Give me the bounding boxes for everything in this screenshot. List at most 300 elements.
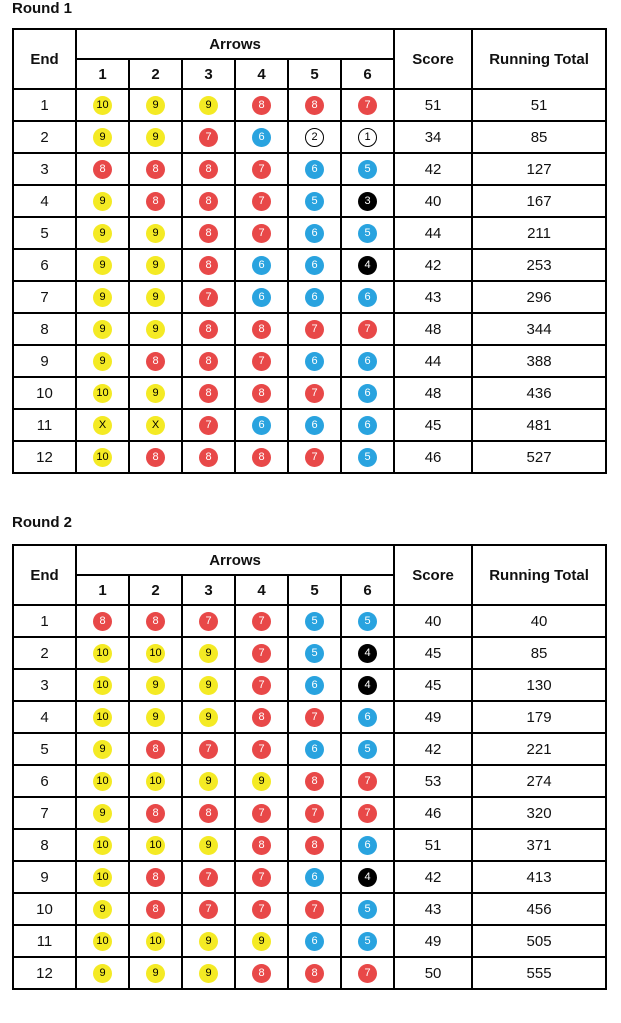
arrow-cell xyxy=(76,733,129,765)
arrow-score-dot: 8 xyxy=(146,868,165,887)
arrow-score-dot: 7 xyxy=(252,868,271,887)
arrow-score-dot: 10 xyxy=(93,384,112,403)
arrow-cell xyxy=(341,605,394,637)
arrow-score-dot: 8 xyxy=(199,384,218,403)
arrow-score-dot: 7 xyxy=(305,384,324,403)
arrow-cell xyxy=(341,89,394,121)
running-total: 555 xyxy=(472,957,606,989)
arrow-cell xyxy=(341,893,394,925)
end-number: 12 xyxy=(13,957,76,989)
arrow-score-dot: 6 xyxy=(358,708,377,727)
arrow-cell xyxy=(235,89,288,121)
arrow-score-dot: 5 xyxy=(358,224,377,243)
arrow-score-dot: 6 xyxy=(252,288,271,307)
arrow-score-dot: 6 xyxy=(252,416,271,435)
arrow-cell xyxy=(235,861,288,893)
arrow-cell xyxy=(182,249,235,281)
arrow-cell xyxy=(76,925,129,957)
arrow-score-dot: 9 xyxy=(93,900,112,919)
arrow-cell xyxy=(235,185,288,217)
arrow-cell xyxy=(182,281,235,313)
arrow-score-dot: 7 xyxy=(252,676,271,695)
arrow-score-dot: 8 xyxy=(305,964,324,983)
arrow-score-dot: 6 xyxy=(305,224,324,243)
arrow-score-dot: 9 xyxy=(199,964,218,983)
table-row xyxy=(13,733,606,765)
arrow-score-dot: 8 xyxy=(305,836,324,855)
table-row xyxy=(13,409,606,441)
arrow-score-dot: 9 xyxy=(93,740,112,759)
arrow-score-dot: 10 xyxy=(93,868,112,887)
arrow-cell xyxy=(129,249,182,281)
arrow-cell xyxy=(129,409,182,441)
running-total: 388 xyxy=(472,345,606,377)
running-total: 413 xyxy=(472,861,606,893)
arrow-score-dot: 10 xyxy=(146,932,165,951)
arrow-score-dot: 7 xyxy=(252,900,271,919)
arrow-cell xyxy=(182,345,235,377)
table-row xyxy=(13,281,606,313)
end-score: 46 xyxy=(394,797,472,829)
round-1-title: Round 1 xyxy=(12,0,72,17)
running-total: 436 xyxy=(472,377,606,409)
arrow-5-header: 5 xyxy=(288,59,341,89)
arrow-score-dot: X xyxy=(93,416,112,435)
arrow-cell xyxy=(129,733,182,765)
arrow-cell xyxy=(288,829,341,861)
arrow-cell xyxy=(76,281,129,313)
end-score: 45 xyxy=(394,637,472,669)
end-score: 50 xyxy=(394,957,472,989)
running-total: 253 xyxy=(472,249,606,281)
arrow-score-dot: 7 xyxy=(305,900,324,919)
end-score: 49 xyxy=(394,701,472,733)
arrow-cell xyxy=(288,925,341,957)
table-row xyxy=(13,925,606,957)
arrow-cell xyxy=(288,409,341,441)
arrow-cell xyxy=(76,377,129,409)
arrow-cell xyxy=(288,345,341,377)
arrow-score-dot: 10 xyxy=(146,836,165,855)
arrow-score-dot: 8 xyxy=(199,224,218,243)
end-score: 40 xyxy=(394,605,472,637)
arrow-4-header: 4 xyxy=(235,59,288,89)
arrow-cell xyxy=(76,957,129,989)
arrow-score-dot: 10 xyxy=(93,836,112,855)
arrow-score-dot: 8 xyxy=(146,192,165,211)
arrow-score-dot: 7 xyxy=(199,868,218,887)
running-total: 505 xyxy=(472,925,606,957)
table-row xyxy=(13,637,606,669)
arrow-cell xyxy=(76,313,129,345)
arrow-score-dot: 8 xyxy=(199,352,218,371)
arrow-cell xyxy=(341,377,394,409)
score-header: Score xyxy=(394,29,472,89)
arrow-cell xyxy=(129,89,182,121)
arrow-cell xyxy=(235,797,288,829)
arrow-cell xyxy=(182,797,235,829)
arrow-cell xyxy=(182,829,235,861)
end-score: 51 xyxy=(394,89,472,121)
arrow-cell xyxy=(129,185,182,217)
arrow-cell xyxy=(235,957,288,989)
arrow-cell xyxy=(235,313,288,345)
arrows-header: Arrows xyxy=(76,545,394,575)
running-total: 296 xyxy=(472,281,606,313)
arrow-score-dot: 9 xyxy=(93,224,112,243)
arrow-score-dot: 7 xyxy=(199,900,218,919)
table-row xyxy=(13,89,606,121)
arrow-score-dot: 8 xyxy=(252,964,271,983)
arrow-score-dot: 5 xyxy=(305,644,324,663)
arrow-score-dot: 10 xyxy=(146,644,165,663)
arrow-cell xyxy=(129,281,182,313)
table-row xyxy=(13,345,606,377)
arrow-cell xyxy=(129,861,182,893)
arrow-cell xyxy=(288,121,341,153)
end-number: 3 xyxy=(13,153,76,185)
running-total: 40 xyxy=(472,605,606,637)
arrow-cell xyxy=(182,185,235,217)
arrow-score-dot: 7 xyxy=(199,288,218,307)
arrow-cell xyxy=(288,249,341,281)
arrow-cell xyxy=(182,957,235,989)
arrow-cell xyxy=(235,637,288,669)
end-number: 8 xyxy=(13,829,76,861)
arrow-cell xyxy=(182,441,235,473)
arrow-cell xyxy=(235,281,288,313)
arrow-score-dot: 1 xyxy=(358,128,377,147)
arrow-score-dot: 6 xyxy=(305,676,324,695)
arrow-score-dot: 6 xyxy=(305,352,324,371)
arrow-score-dot: 9 xyxy=(199,708,218,727)
running-total: 344 xyxy=(472,313,606,345)
arrow-cell xyxy=(76,217,129,249)
arrow-cell xyxy=(76,669,129,701)
arrow-score-dot: 9 xyxy=(93,964,112,983)
round-1-table xyxy=(12,28,607,474)
arrow-cell xyxy=(182,153,235,185)
table-row xyxy=(13,893,606,925)
arrow-cell xyxy=(341,669,394,701)
arrow-cell xyxy=(235,733,288,765)
running-total: 85 xyxy=(472,121,606,153)
end-number: 10 xyxy=(13,377,76,409)
end-number: 2 xyxy=(13,121,76,153)
arrow-cell xyxy=(235,345,288,377)
table-row xyxy=(13,957,606,989)
arrow-cell xyxy=(182,313,235,345)
arrow-cell xyxy=(341,861,394,893)
arrow-cell xyxy=(129,441,182,473)
running-total-header: Running Total xyxy=(472,545,606,605)
arrow-score-dot: 8 xyxy=(199,320,218,339)
running-total: 127 xyxy=(472,153,606,185)
arrow-score-dot: 6 xyxy=(358,384,377,403)
arrow-cell xyxy=(76,765,129,797)
arrow-cell xyxy=(341,733,394,765)
end-number: 6 xyxy=(13,249,76,281)
end-score: 48 xyxy=(394,313,472,345)
arrow-cell xyxy=(76,153,129,185)
table-row xyxy=(13,249,606,281)
running-total-header: Running Total xyxy=(472,29,606,89)
arrow-score-dot: 5 xyxy=(358,932,377,951)
arrow-cell xyxy=(341,153,394,185)
arrow-cell xyxy=(341,249,394,281)
end-number: 4 xyxy=(13,701,76,733)
table-row xyxy=(13,765,606,797)
arrow-score-dot: 6 xyxy=(252,128,271,147)
end-number: 2 xyxy=(13,637,76,669)
end-score: 42 xyxy=(394,249,472,281)
arrow-score-dot: 6 xyxy=(252,256,271,275)
table-row xyxy=(13,701,606,733)
arrow-cell xyxy=(288,637,341,669)
arrow-score-dot: 8 xyxy=(146,160,165,179)
arrow-score-dot: 6 xyxy=(358,836,377,855)
arrow-cell xyxy=(341,409,394,441)
arrow-cell xyxy=(129,701,182,733)
arrow-score-dot: 4 xyxy=(358,644,377,663)
arrow-score-dot: 8 xyxy=(199,448,218,467)
end-score: 49 xyxy=(394,925,472,957)
arrow-cell xyxy=(341,345,394,377)
end-score: 43 xyxy=(394,893,472,925)
end-score: 44 xyxy=(394,217,472,249)
end-number: 12 xyxy=(13,441,76,473)
arrow-cell xyxy=(288,701,341,733)
arrow-cell xyxy=(182,377,235,409)
end-number: 8 xyxy=(13,313,76,345)
arrow-score-dot: 7 xyxy=(305,804,324,823)
arrow-cell xyxy=(288,733,341,765)
arrow-cell xyxy=(129,345,182,377)
arrow-cell xyxy=(235,153,288,185)
arrow-score-dot: 7 xyxy=(252,160,271,179)
arrow-score-dot: 9 xyxy=(146,384,165,403)
arrow-cell xyxy=(182,409,235,441)
arrow-cell xyxy=(76,441,129,473)
arrow-score-dot: 9 xyxy=(146,964,165,983)
end-score: 51 xyxy=(394,829,472,861)
round-2-table xyxy=(12,544,607,990)
end-header: End xyxy=(13,545,76,605)
arrow-cell xyxy=(341,121,394,153)
arrow-cell xyxy=(129,669,182,701)
arrow-score-dot: 7 xyxy=(252,224,271,243)
arrow-score-dot: 8 xyxy=(93,160,112,179)
arrow-cell xyxy=(341,217,394,249)
end-score: 48 xyxy=(394,377,472,409)
arrow-score-dot: 10 xyxy=(93,676,112,695)
arrow-score-dot: 5 xyxy=(358,612,377,631)
arrow-cell xyxy=(76,861,129,893)
arrow-cell xyxy=(182,669,235,701)
arrow-3-header: 3 xyxy=(182,59,235,89)
table-row xyxy=(13,605,606,637)
arrow-score-dot: 6 xyxy=(358,288,377,307)
arrow-score-dot: 10 xyxy=(93,448,112,467)
end-score: 34 xyxy=(394,121,472,153)
arrow-cell xyxy=(76,121,129,153)
end-number: 9 xyxy=(13,345,76,377)
arrow-score-dot: 9 xyxy=(199,96,218,115)
arrow-cell xyxy=(235,217,288,249)
running-total: 481 xyxy=(472,409,606,441)
end-number: 1 xyxy=(13,89,76,121)
arrow-score-dot: 7 xyxy=(358,804,377,823)
arrow-score-dot: 6 xyxy=(305,416,324,435)
arrow-cell xyxy=(76,701,129,733)
arrow-score-dot: 9 xyxy=(93,352,112,371)
arrow-score-dot: 6 xyxy=(305,932,324,951)
table-row xyxy=(13,185,606,217)
arrow-score-dot: 8 xyxy=(146,740,165,759)
arrow-cell xyxy=(288,153,341,185)
arrow-6-header: 6 xyxy=(341,575,394,605)
arrow-score-dot: 9 xyxy=(199,836,218,855)
running-total: 527 xyxy=(472,441,606,473)
arrow-score-dot: 8 xyxy=(146,352,165,371)
arrow-cell xyxy=(235,121,288,153)
arrow-score-dot: 8 xyxy=(146,804,165,823)
arrow-cell xyxy=(288,377,341,409)
arrow-score-dot: 7 xyxy=(358,772,377,791)
arrow-cell xyxy=(341,185,394,217)
arrows-header: Arrows xyxy=(76,29,394,59)
end-number: 3 xyxy=(13,669,76,701)
arrow-score-dot: 8 xyxy=(146,448,165,467)
arrow-cell xyxy=(341,829,394,861)
running-total: 51 xyxy=(472,89,606,121)
arrow-cell xyxy=(76,605,129,637)
arrow-cell xyxy=(235,441,288,473)
end-number: 1 xyxy=(13,605,76,637)
table-row xyxy=(13,217,606,249)
arrow-score-dot: 5 xyxy=(358,160,377,179)
arrow-score-dot: 4 xyxy=(358,256,377,275)
arrow-score-dot: 8 xyxy=(305,772,324,791)
end-score: 46 xyxy=(394,441,472,473)
arrow-cell xyxy=(76,249,129,281)
arrow-score-dot: 6 xyxy=(305,868,324,887)
arrow-cell xyxy=(76,637,129,669)
arrow-score-dot: 8 xyxy=(93,612,112,631)
arrow-cell xyxy=(129,121,182,153)
arrow-score-dot: 9 xyxy=(93,288,112,307)
running-total: 85 xyxy=(472,637,606,669)
arrow-cell xyxy=(129,925,182,957)
arrow-score-dot: 9 xyxy=(146,676,165,695)
arrow-score-dot: 8 xyxy=(199,192,218,211)
running-total: 211 xyxy=(472,217,606,249)
end-number: 7 xyxy=(13,797,76,829)
round-2-title: Round 2 xyxy=(12,514,72,531)
arrow-score-dot: 6 xyxy=(358,416,377,435)
arrow-cell xyxy=(76,797,129,829)
arrow-score-dot: 7 xyxy=(358,320,377,339)
end-score: 42 xyxy=(394,733,472,765)
arrow-cell xyxy=(341,281,394,313)
arrow-score-dot: 10 xyxy=(93,96,112,115)
arrow-cell xyxy=(129,797,182,829)
arrow-cell xyxy=(341,765,394,797)
arrow-cell xyxy=(288,441,341,473)
arrow-5-header: 5 xyxy=(288,575,341,605)
arrow-3-header: 3 xyxy=(182,575,235,605)
arrow-cell xyxy=(182,701,235,733)
arrow-cell xyxy=(235,829,288,861)
arrow-cell xyxy=(288,185,341,217)
arrow-score-dot: 7 xyxy=(252,612,271,631)
table-row xyxy=(13,377,606,409)
arrow-score-dot: 9 xyxy=(93,128,112,147)
arrow-score-dot: 8 xyxy=(252,96,271,115)
arrow-score-dot: 9 xyxy=(146,224,165,243)
arrow-cell xyxy=(341,441,394,473)
arrow-cell xyxy=(129,153,182,185)
arrow-score-dot: 9 xyxy=(146,128,165,147)
running-total: 221 xyxy=(472,733,606,765)
arrow-cell xyxy=(288,281,341,313)
arrow-cell xyxy=(288,313,341,345)
table-row xyxy=(13,121,606,153)
arrow-cell xyxy=(182,217,235,249)
table-row xyxy=(13,153,606,185)
arrow-score-dot: 10 xyxy=(93,772,112,791)
table-row xyxy=(13,441,606,473)
arrow-score-dot: 4 xyxy=(358,676,377,695)
arrow-score-dot: 9 xyxy=(199,932,218,951)
arrow-score-dot: 9 xyxy=(93,192,112,211)
end-number: 9 xyxy=(13,861,76,893)
arrow-cell xyxy=(288,669,341,701)
running-total: 371 xyxy=(472,829,606,861)
table-row xyxy=(13,829,606,861)
arrow-score-dot: 3 xyxy=(358,192,377,211)
arrow-score-dot: 5 xyxy=(305,192,324,211)
arrow-score-dot: 8 xyxy=(146,900,165,919)
arrow-cell xyxy=(76,893,129,925)
arrow-score-dot: 10 xyxy=(93,708,112,727)
end-score: 43 xyxy=(394,281,472,313)
arrow-cell xyxy=(129,957,182,989)
arrow-1-header: 1 xyxy=(76,59,129,89)
arrow-score-dot: 9 xyxy=(252,772,271,791)
arrow-cell xyxy=(341,701,394,733)
running-total: 274 xyxy=(472,765,606,797)
arrow-score-dot: 7 xyxy=(199,740,218,759)
arrow-cell xyxy=(129,765,182,797)
arrow-cell xyxy=(129,637,182,669)
arrow-cell xyxy=(235,925,288,957)
arrow-score-dot: 7 xyxy=(252,192,271,211)
table-row xyxy=(13,861,606,893)
arrow-score-dot: 7 xyxy=(305,448,324,467)
end-number: 5 xyxy=(13,733,76,765)
arrow-score-dot: 8 xyxy=(252,320,271,339)
arrow-cell xyxy=(341,313,394,345)
arrow-cell xyxy=(182,893,235,925)
end-number: 4 xyxy=(13,185,76,217)
end-score: 40 xyxy=(394,185,472,217)
arrow-score-dot: 8 xyxy=(199,804,218,823)
table-row xyxy=(13,313,606,345)
table-row xyxy=(13,797,606,829)
arrow-cell xyxy=(235,669,288,701)
arrow-score-dot: 9 xyxy=(93,320,112,339)
